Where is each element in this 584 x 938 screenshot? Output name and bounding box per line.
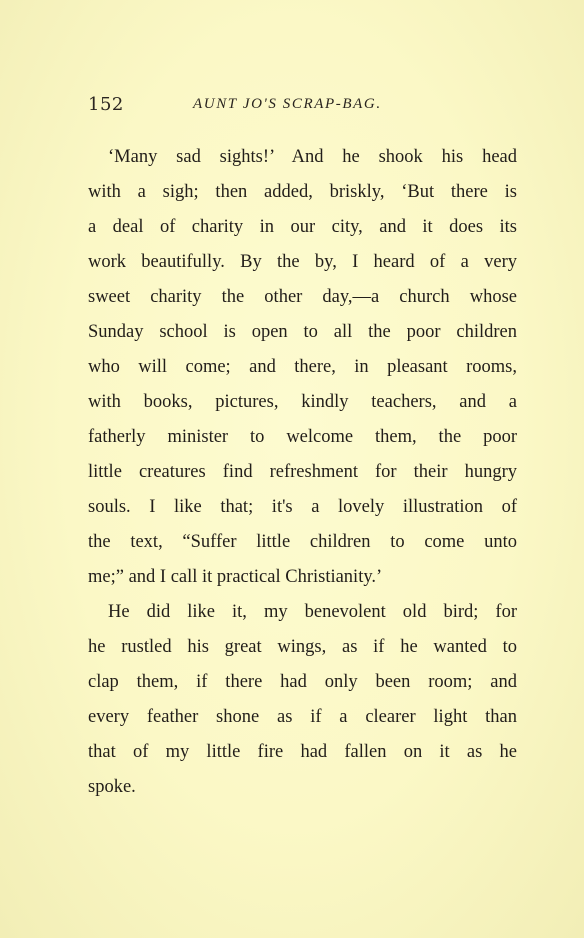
text-line: Sunday school is open to all the poor children xyxy=(88,322,517,342)
text-line: he rustled his great wings, as if he wanted to xyxy=(88,637,517,657)
body-text xyxy=(88,140,517,805)
text-line: who will come; and there, in pleasant rooms, xyxy=(88,357,517,377)
text-line: me;” and I call it practical Christianity.’ xyxy=(88,567,383,587)
text-line: with a sigh; then added, briskly, ‘But there is xyxy=(88,182,517,202)
text-line: a deal of charity in our city, and it does its xyxy=(88,217,517,237)
text-line: every feather shone as if a clearer light than xyxy=(88,707,517,727)
text-line: fatherly minister to welcome them, the poor xyxy=(88,427,517,447)
page-number: 152 xyxy=(88,94,124,115)
text-line: work beautifully. By the by, I heard of a very xyxy=(88,252,517,272)
running-head: AUNT JO'S SCRAP-BAG. xyxy=(193,96,382,112)
text-line: sweet charity the other day,—a church whose xyxy=(88,287,517,307)
text-line: with books, pictures, kindly teachers, and a xyxy=(88,392,517,412)
text-line: spoke. xyxy=(88,777,136,797)
text-line: the text, “Suffer little children to come unto xyxy=(88,532,517,552)
text-line: that of my little fire had fallen on it as he xyxy=(88,742,517,762)
text-line: clap them, if there had only been room; and xyxy=(88,672,517,692)
text-line: He did like it, my benevolent old bird; for xyxy=(108,602,517,622)
text-line: little creatures find refreshment for their hungry xyxy=(88,462,517,482)
page-header xyxy=(88,94,518,118)
text-line: ‘Many sad sights!’ And he shook his head xyxy=(108,147,517,167)
text-line: souls. I like that; it's a lovely illustration of xyxy=(88,497,517,517)
